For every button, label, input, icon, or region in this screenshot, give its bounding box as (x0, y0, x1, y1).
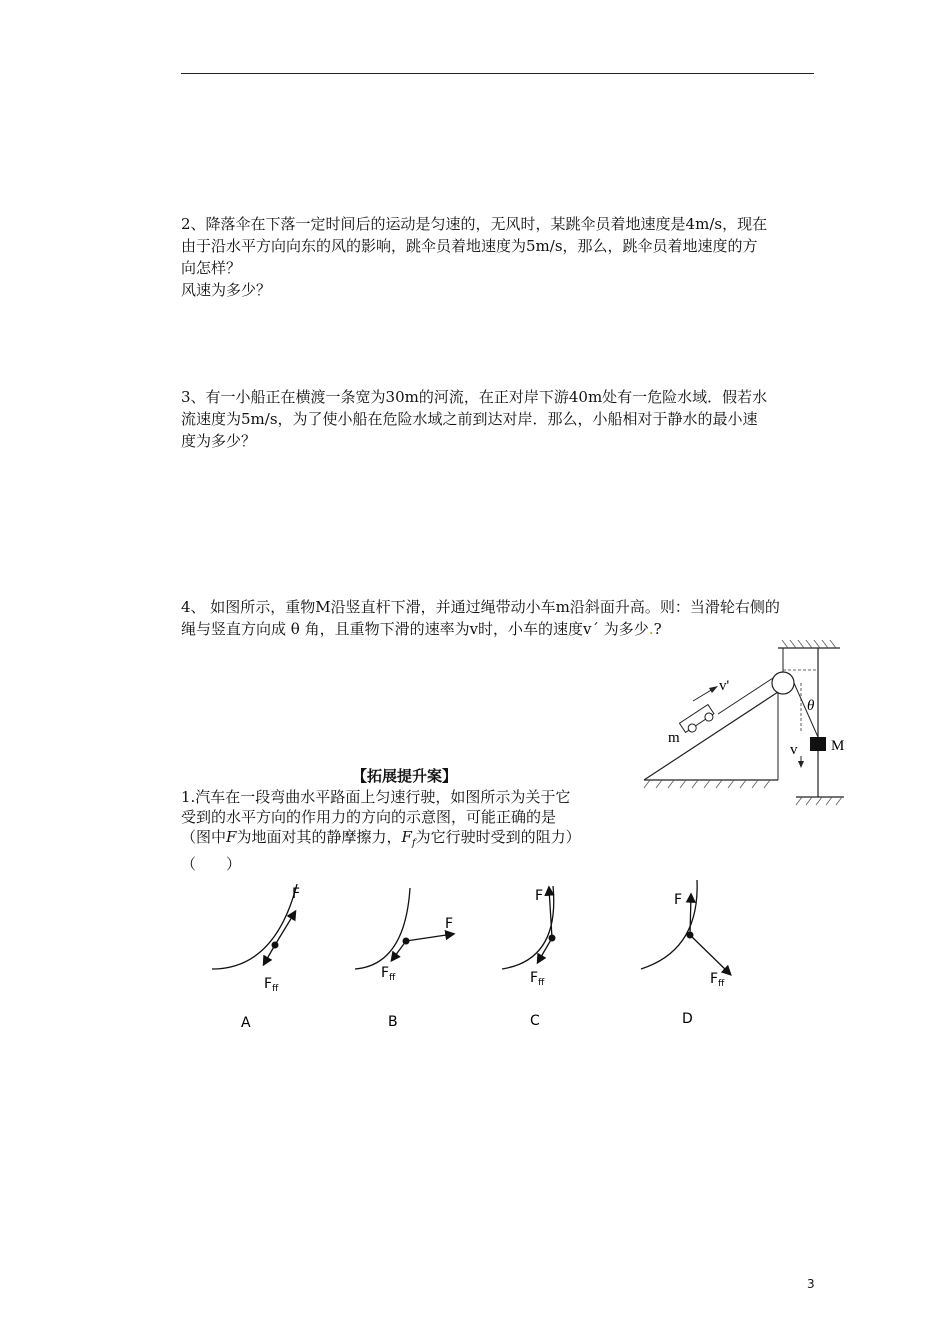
C-curve (502, 886, 554, 969)
q4-line-1: 4、 如图所示，重物M沿竖直杆下滑，并通过绳带动小车m沿斜面升高。则：当滑轮右侧的 (181, 598, 780, 616)
theta-label: θ (807, 698, 815, 714)
q2-line-4: 风速为多少？ (181, 281, 272, 299)
option-B-diagram (355, 888, 453, 983)
D-curve (641, 880, 697, 969)
B-curve (355, 888, 410, 969)
option-D-diagram (641, 880, 730, 989)
m-label: m (668, 730, 680, 746)
option-D-label: D (682, 1011, 693, 1027)
q4-line-2-text: 绳与竖直方向成 θ 角，且重物下滑的速率为v时，小车的速度v´ 为多少 (181, 620, 649, 638)
A-Ff-label: $F_{ff}$ (264, 976, 279, 994)
q4-line-2-end: ? (653, 620, 662, 638)
ex1-line-3-b: 为地面对其的静摩擦力， (236, 828, 402, 846)
q3-line-1: 3、有一小船正在横渡一条宽为30m的河流，在正对岸下游40m处有一危险水域．假若水 (181, 388, 768, 406)
ex1-line-2: 受到的水平方向的作用力的方向的示意图，可能正确的是 (181, 808, 557, 826)
ex1-Ff-subscript: f (411, 838, 416, 849)
B-Ff-label: $F_{ff}$ (381, 965, 396, 983)
ex1-line-3-c: 为它行驶时受到的阻力）（ ） (181, 828, 581, 873)
ex1-line-1: 1.汽车在一段弯曲水平路面上匀速行驶，如图所示为关于它 (181, 788, 571, 806)
C-Ff-label: $F_{ff}$ (530, 970, 545, 988)
B-drag-arrow (392, 941, 406, 960)
q3-line-3: 度为多少？ (181, 432, 257, 450)
v-prime-label: v' (719, 678, 730, 694)
A-curve (212, 884, 297, 969)
ex1-F-symbol: F (226, 828, 237, 846)
M-label: M (831, 738, 845, 754)
D-F-label: F (674, 892, 683, 908)
q2-line-2: 由于沿水平方向向东的风的影响，跳伞员着地速度为5m/s，那么，跳伞员着地速度的方 (181, 237, 758, 255)
q4-line-2-dot: . (648, 620, 654, 638)
option-A-label: A (241, 1015, 251, 1031)
option-C-label: C (530, 1013, 540, 1029)
B-F-label: F (445, 916, 454, 932)
D-drag-arrow (690, 935, 730, 974)
q2-line-1: 2、降落伞在下落一定时间后的运动是匀速的，无风时，某跳伞员着地速度是4m/s，现在 (181, 215, 768, 233)
A-F-label: F (292, 886, 301, 902)
q3-line-2: 流速度为5m/s，为了使小船在危险水域之前到达对岸．那么，小船相对于静水的最小速 (181, 410, 758, 428)
q2-line-3: 向怎样？ (181, 259, 242, 277)
B-force-arrow (406, 934, 453, 941)
option-C-diagram (502, 886, 556, 988)
extension-title: 【拓展提升案】 (352, 767, 458, 785)
D-force-arrow (690, 895, 691, 935)
D-Ff-label: $F_{ff}$ (710, 971, 725, 989)
page-number: 3 (807, 1277, 815, 1291)
C-F-label: F (535, 888, 544, 904)
ex1-line-3-a: （图中 (181, 828, 227, 846)
A-drag-arrow (264, 945, 275, 964)
ex1-Ff-symbol: F (401, 828, 412, 846)
v-label: v (790, 742, 798, 758)
option-A-diagram (212, 884, 300, 994)
option-B-label: B (388, 1014, 398, 1030)
